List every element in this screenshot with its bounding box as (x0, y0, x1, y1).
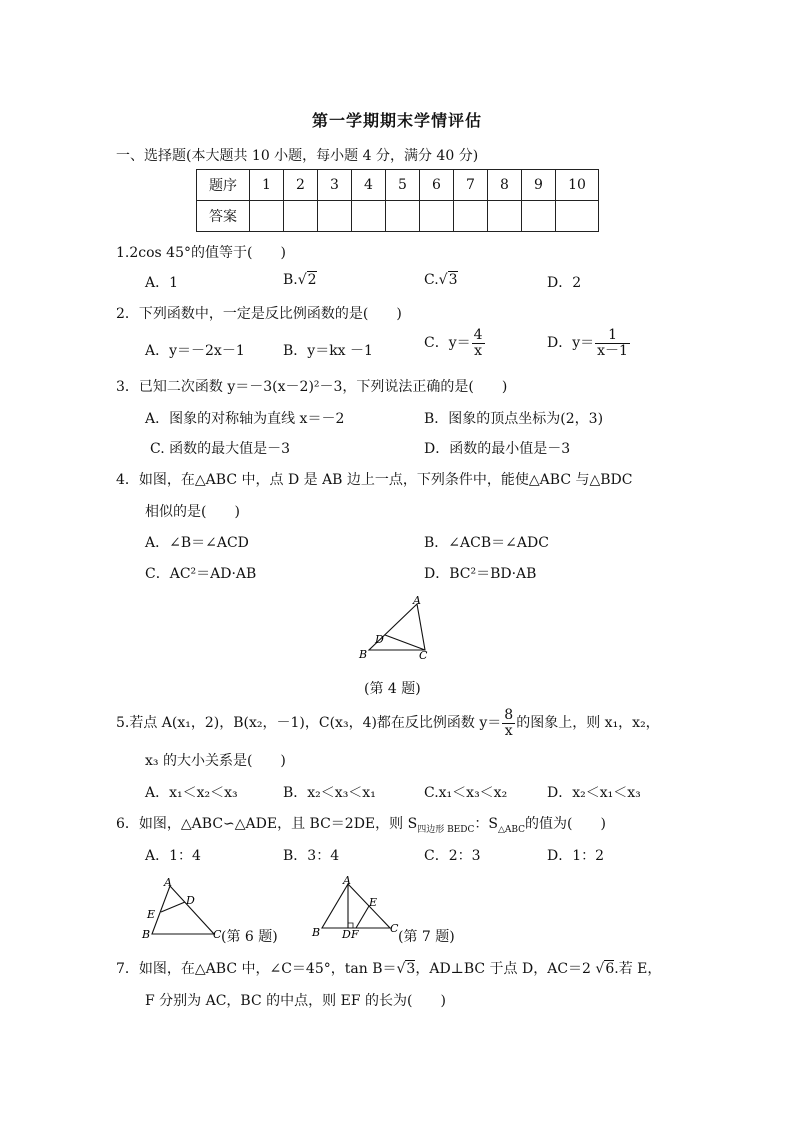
q2-c-numerator: 4 (473, 327, 483, 343)
q2-c-denominator: x (474, 342, 483, 359)
q5-numerator: 8 (504, 707, 514, 723)
segment-ed (161, 902, 185, 912)
q7-stem-pre: 7．如图，在△ABC 中，∠C＝45°，tan B＝ (116, 961, 397, 977)
q2-option-a: A．y＝－2x－1 (145, 343, 245, 359)
question-2-stem: 2．下列函数中，一定是反比例函数的是( ) (116, 306, 402, 322)
table-cell: 9 (522, 170, 556, 201)
question-4-stem: 4．如图，在△ABC 中，点 D 是 AB 边上一点，下列条件中，能使△ABC 与△BDC (116, 472, 633, 488)
label-c: C (390, 922, 399, 935)
question-7-stem: 7．如图，在△ABC 中，∠C＝45°，tan B＝√3，AD⊥BC 于点 D，AC＝2 √6.若 E， (116, 961, 662, 977)
q6-option-a: A．1：4 (145, 848, 201, 864)
figure-6 (138, 872, 228, 944)
question-6-stem (116, 813, 606, 835)
segment-dc (385, 635, 425, 650)
q5-option-b: B．x₂＜x₃＜x₁ (283, 785, 376, 801)
q3-option-d: D．函数的最小值是－3 (424, 441, 571, 457)
q5-stem-pre: 5.若点 A(x₁，2)，B(x₂，－1)，C(x₃，4)都在反比例函数 y＝ (116, 715, 502, 732)
question-5-stem (116, 708, 660, 738)
q5-denominator: x (504, 722, 513, 739)
figure-7-caption: (第 7 题) (398, 929, 455, 945)
table-cell: 1 (250, 170, 284, 201)
page-title: 第一学期期末学情评估 (311, 111, 482, 130)
label-e: E (147, 908, 156, 921)
label-a: A (164, 876, 172, 889)
q4-option-c: C．AC²＝AD·AB (145, 566, 257, 582)
table-cell: 7 (454, 170, 488, 201)
question-5-stem-cont: x₃ 的大小关系是( ) (145, 753, 286, 769)
q6-option-c: C．2：3 (424, 848, 481, 864)
q6-option-d: D．1：2 (547, 848, 605, 864)
answer-cell[interactable] (454, 201, 488, 232)
q3-option-c: C. 函数的最大值是－3 (150, 441, 291, 457)
label-b: B (142, 928, 151, 941)
answer-cell[interactable] (352, 201, 386, 232)
question-1-stem: 1.2cos 45°的值等于( ) (116, 245, 286, 261)
question-7-stem-cont: F 分别为 AC，BC 的中点，则 EF 的长为( ) (145, 993, 446, 1009)
q6-sub-quad: 四边形 BEDC (417, 824, 475, 835)
q2-d-numerator: 1 (595, 328, 630, 344)
q2-d-denominator: x－1 (597, 342, 628, 359)
segment-fe (356, 906, 369, 928)
label-b: B (359, 648, 368, 661)
q7-stem-post: .若 E， (614, 961, 662, 977)
answer-cell[interactable] (386, 201, 420, 232)
label-d: D (342, 928, 351, 941)
q7-mid: ，AD⊥BC 于点 D，AC＝2 (415, 961, 596, 977)
table-cell: 3 (318, 170, 352, 201)
label-f: F (351, 928, 359, 941)
table-cell: 2 (284, 170, 318, 201)
q1-option-d: D．2 (547, 275, 582, 291)
triangle-abc (152, 886, 214, 934)
figure-4 (355, 592, 435, 664)
q2-d-prefix: D．y＝ (547, 335, 595, 352)
q4-option-d: D．BC²＝BD·AB (424, 566, 537, 582)
table-row (197, 201, 599, 232)
q5-option-d: D．x₂＜x₁＜x₃ (547, 785, 641, 801)
q1-c-prefix: C. (424, 272, 439, 288)
q1-option-c: C.√3 (424, 272, 458, 288)
q6-option-b: B．3：4 (283, 848, 340, 864)
q1-b-prefix: B. (283, 272, 298, 288)
q2-option-b: B．y＝kx －1 (283, 343, 373, 359)
q7-radicand-1: 3 (406, 961, 416, 977)
label-a: A (413, 594, 421, 607)
q7-radicand-2: 6 (605, 961, 615, 977)
table-cell: 8 (488, 170, 522, 201)
table-header-cell: 题序 (197, 170, 250, 201)
q6-stem-pre: 6．如图，△ABC∽△ADE，且 BC＝2DE，则 S (116, 816, 418, 832)
figure-4-caption: (第 4 题) (364, 681, 421, 697)
q3-option-a: A．图象的对称轴为直线 x＝－2 (145, 411, 345, 427)
q1-c-radicand: 3 (448, 272, 458, 288)
table-row (197, 170, 599, 201)
q5-option-c: C.x₁＜x₃＜x₂ (424, 785, 508, 801)
answer-cell[interactable] (318, 201, 352, 232)
question-3-stem: 3．已知二次函数 y＝－3(x－2)²－3，下列说法正确的是( ) (116, 379, 508, 395)
section-heading: 一、选择题(本大题共 10 小题，每小题 4 分，满分 40 分) (116, 148, 479, 164)
table-cell: 10 (556, 170, 599, 201)
q6-stem-post: 的值为( ) (525, 816, 606, 832)
q2-c-prefix: C．y＝ (424, 335, 471, 352)
triangle-abc (322, 884, 390, 928)
q1-b-radicand: 2 (307, 272, 317, 288)
label-a: A (343, 874, 351, 887)
answer-cell[interactable] (556, 201, 599, 232)
label-e: E (369, 896, 378, 909)
q6-mid: ：S (474, 816, 498, 832)
q2-option-c (424, 328, 486, 358)
answer-cell[interactable] (420, 201, 454, 232)
table-cell: 6 (420, 170, 454, 201)
answer-cell[interactable] (488, 201, 522, 232)
table-cell: 5 (386, 170, 420, 201)
figure-6-caption: (第 6 题) (221, 929, 278, 945)
answer-table (196, 169, 599, 232)
q5-stem-post: 的图象上，则 x₁，x₂， (516, 715, 660, 732)
q1-option-a: A．1 (145, 275, 179, 291)
q6-sub-tri: △ABC (497, 824, 526, 835)
answer-cell[interactable] (522, 201, 556, 232)
q4-option-a: A．∠B＝∠ACD (145, 535, 249, 551)
label-d: D (186, 894, 195, 907)
q5-option-a: A．x₁＜x₂＜x₃ (145, 785, 238, 801)
label-b: B (312, 926, 321, 939)
answer-cell[interactable] (284, 201, 318, 232)
q3-option-b: B．图象的顶点坐标为(2，3) (424, 411, 604, 427)
figure-7 (308, 872, 403, 944)
table-header-cell: 答案 (197, 201, 250, 232)
label-c: C (419, 649, 428, 662)
q2-option-d (547, 328, 631, 358)
label-d: D (375, 633, 384, 646)
answer-cell[interactable] (250, 201, 284, 232)
question-4-stem-cont: 相似的是( ) (145, 504, 240, 520)
q4-option-b: B．∠ACB＝∠ADC (424, 535, 549, 551)
label-c: C (213, 928, 222, 941)
table-cell: 4 (352, 170, 386, 201)
q1-option-b: B.√2 (283, 272, 317, 288)
